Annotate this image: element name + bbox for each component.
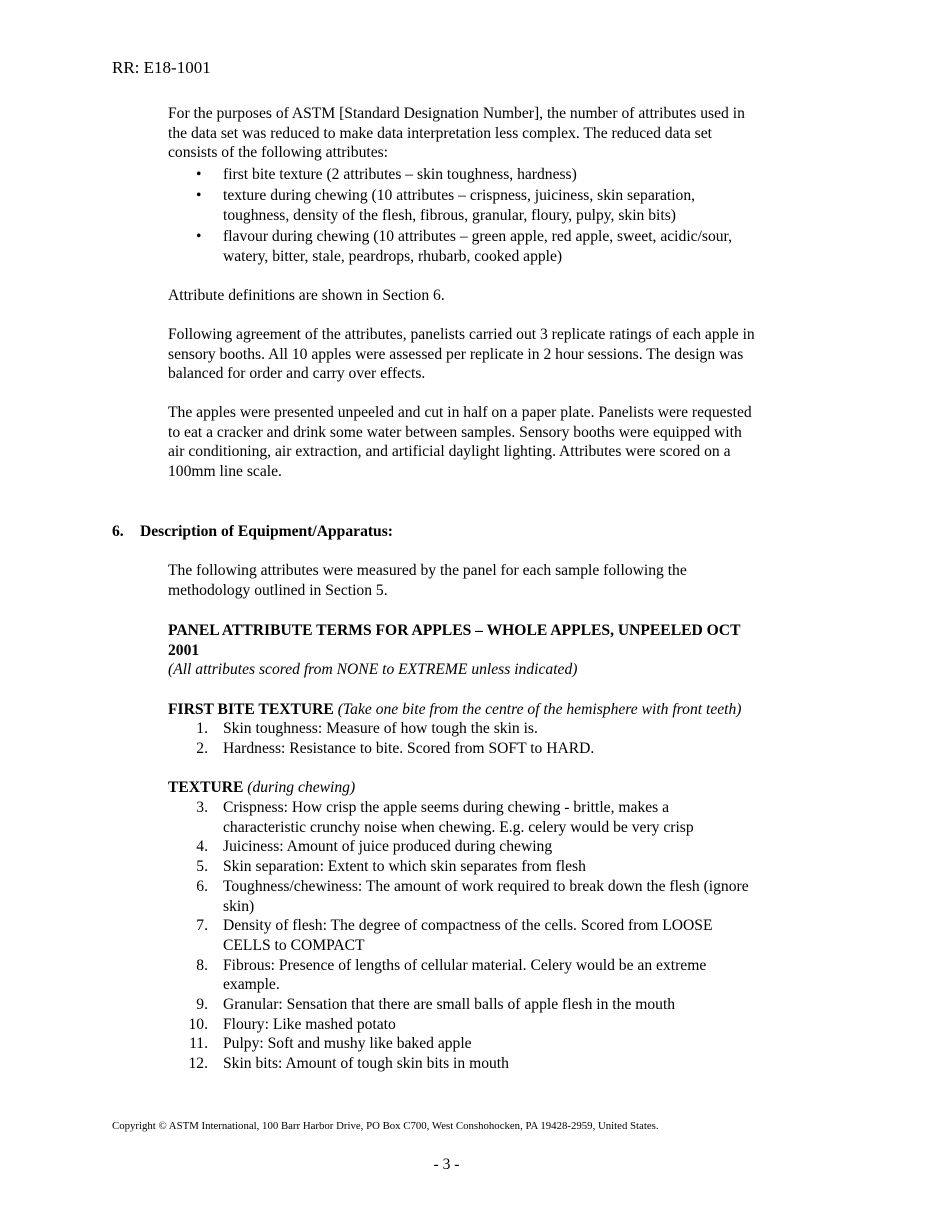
agreement-paragraph xyxy=(168,325,816,384)
bullet-line: toughness, density of the flesh, fibrous, granular, floury, pulpy, skin bits) xyxy=(223,206,676,224)
list-item xyxy=(168,739,828,759)
list-number: 12. xyxy=(188,1055,208,1073)
list-text: Skin bits: Amount of tough skin bits in mouth xyxy=(223,1055,509,1073)
list-text: Fibrous: Presence of lengths of cellular material. Celery would be an extreme xyxy=(223,956,707,974)
list-number: 3. xyxy=(196,799,208,816)
list-number: 6. xyxy=(196,877,208,895)
list-number: 2. xyxy=(196,739,208,757)
list-number: 8. xyxy=(196,956,208,974)
list-item xyxy=(168,916,828,955)
list-item xyxy=(168,1015,828,1035)
section-heading xyxy=(112,522,393,542)
first-bite-heading xyxy=(168,700,816,720)
first-bite-list xyxy=(168,719,828,758)
intro-line: the data set was reduced to make data interpretation less complex. The reduced data set xyxy=(168,124,712,142)
list-text: Granular: Sensation that there are small balls of apple flesh in the mouth xyxy=(223,996,676,1014)
texture-title: TEXTURE xyxy=(168,779,244,796)
list-text: Skin toughness: Measure of how tough the skin is. xyxy=(223,720,538,737)
intro-paragraph xyxy=(168,104,816,163)
list-text: Toughness/chewiness: The amount of work required to break down the flesh (ignore xyxy=(223,877,749,895)
intro-line: consists of the following attributes: xyxy=(168,144,389,162)
intro-line: For the purposes of ASTM [Standard Designation Number], the number of attributes used in xyxy=(168,105,745,122)
section-number: 6. xyxy=(112,523,124,540)
panel-title-line: PANEL ATTRIBUTE TERMS FOR APPLES – WHOLE APPLES, UNPEELED OCT xyxy=(168,622,741,639)
presentation-paragraph xyxy=(168,403,816,482)
bullet-marker: • xyxy=(196,187,202,204)
list-text: example. xyxy=(223,976,280,994)
list-number: 4. xyxy=(196,838,208,856)
panel-note: (All attributes scored from NONE to EXTREME unless indicated) xyxy=(168,661,578,679)
list-text: Hardness: Resistance to bite. Scored from SOFT to HARD. xyxy=(223,739,595,757)
list-number: 9. xyxy=(196,996,208,1014)
first-bite-title: FIRST BITE TEXTURE xyxy=(168,701,334,718)
document-header: RR: E18-1001 xyxy=(112,58,211,77)
definitions-paragraph xyxy=(168,286,816,306)
list-text: Pulpy: Soft and mushy like baked apple xyxy=(223,1035,472,1053)
list-item xyxy=(168,956,828,995)
agreement-line: Following agreement of the attributes, panelists carried out 3 replicate ratings of each apple in xyxy=(168,326,755,343)
bullet-marker: • xyxy=(196,228,202,245)
list-item xyxy=(168,857,828,877)
list-item xyxy=(168,1034,828,1054)
list-text: characteristic crunchy noise when chewing. E.g. celery would be very crisp xyxy=(223,818,694,836)
list-item xyxy=(168,719,828,739)
list-item xyxy=(168,995,828,1015)
first-bite-note: (Take one bite from the centre of the hemisphere with front teeth) xyxy=(337,701,742,718)
list-text: CELLS to COMPACT xyxy=(223,936,365,954)
texture-note: (during chewing) xyxy=(247,779,356,796)
following-line: The following attributes were measured by the panel for each sample following the xyxy=(168,562,687,579)
bullet-line: watery, bitter, stale, peardrops, rhubarb, cooked apple) xyxy=(223,247,563,265)
list-number: 7. xyxy=(196,917,208,935)
following-line: methodology outlined in Section 5. xyxy=(168,581,388,599)
copyright-footer: Copyright © ASTM International, 100 Barr Harbor Drive, PO Box C700, West Conshohocken, PA 19428-2959, United States. xyxy=(112,1120,659,1132)
list-item xyxy=(168,837,828,857)
list-text: Density of flesh: The degree of compactness of the cells. Scored from LOOSE xyxy=(223,917,713,935)
list-item xyxy=(168,798,828,837)
texture-list xyxy=(168,798,828,1074)
page-number: - 3 - xyxy=(433,1156,460,1173)
presentation-line: 100mm line scale. xyxy=(168,463,282,481)
list-number: 5. xyxy=(196,858,208,876)
agreement-line: sensory booths. All 10 apples were assessed per replicate in 2 hour sessions. The design was xyxy=(168,345,744,363)
presentation-line: to eat a cracker and drink some water between samples. Sensory booths were equipped with xyxy=(168,423,742,441)
list-item xyxy=(168,877,828,916)
list-number: 11. xyxy=(189,1035,208,1053)
definitions-line: Attribute definitions are shown in Section 6. xyxy=(168,287,445,304)
list-number: 1. xyxy=(196,720,208,737)
list-text: Skin separation: Extent to which skin separates from flesh xyxy=(223,858,586,876)
list-text: Juiciness: Amount of juice produced during chewing xyxy=(223,838,553,856)
panel-title xyxy=(168,621,816,680)
agreement-line: balanced for order and carry over effects. xyxy=(168,365,426,383)
presentation-line: air conditioning, air extraction, and artificial daylight lighting. Attributes were scored on a xyxy=(168,443,731,461)
presentation-line: The apples were presented unpeeled and cut in half on a paper plate. Panelists were requested xyxy=(168,404,752,421)
list-text: Floury: Like mashed potato xyxy=(223,1015,396,1033)
bullet-line: texture during chewing (10 attributes – crispness, juiciness, skin separation, xyxy=(223,187,696,204)
panel-title-line: 2001 xyxy=(168,641,200,659)
list-item xyxy=(168,1054,828,1074)
bullet-marker: • xyxy=(196,166,202,183)
following-paragraph xyxy=(168,561,816,600)
texture-heading xyxy=(168,778,816,798)
section-title: Description of Equipment/Apparatus: xyxy=(140,523,393,540)
list-text: skin) xyxy=(223,897,255,915)
list-text: Crispness: How crisp the apple seems during chewing - brittle, makes a xyxy=(223,799,670,816)
list-number: 10. xyxy=(188,1015,208,1033)
bullet-line: flavour during chewing (10 attributes – green apple, red apple, sweet, acidic/sour, xyxy=(223,228,733,245)
bullet-line: first bite texture (2 attributes – skin toughness, hardness) xyxy=(223,166,577,183)
